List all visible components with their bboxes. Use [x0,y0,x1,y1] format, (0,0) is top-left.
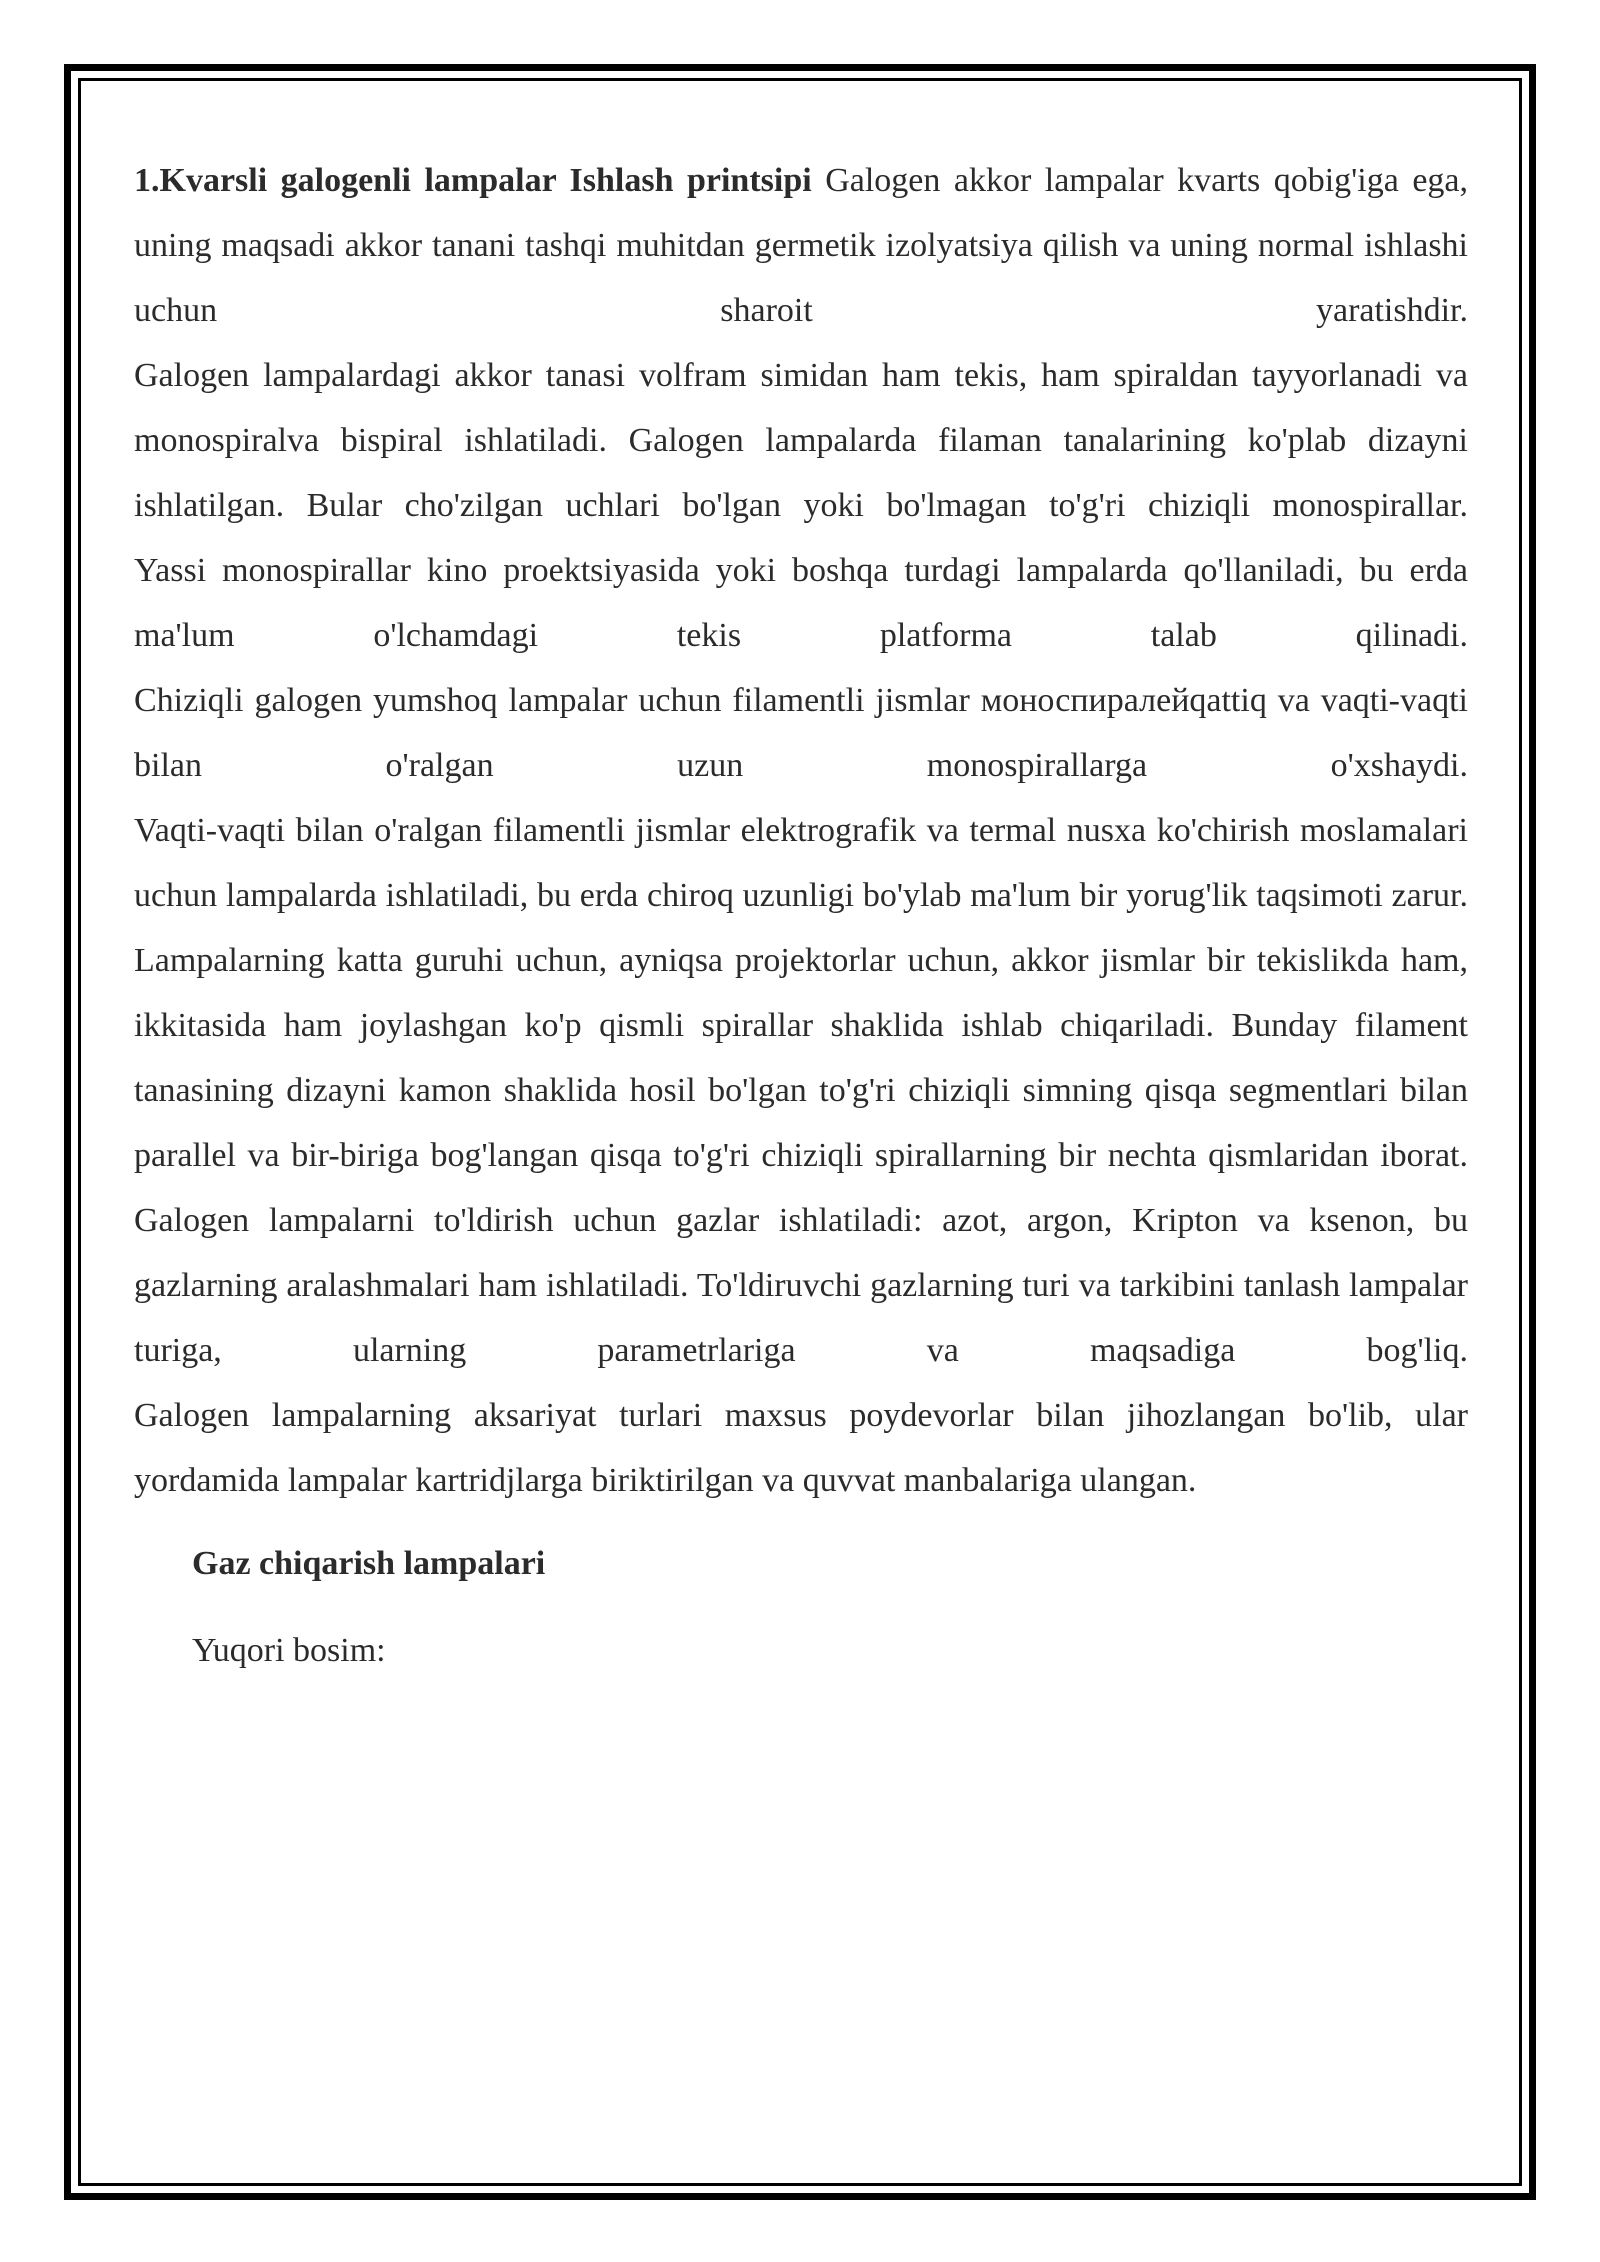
paragraph-1-text: Galogen akkor lampalar kvarts qobig'iga ega, uning maqsadi akkor tanani tashqi muhitdan germetik izolyatsiya qilish va uning normal ishlashi uchun sharoit yaratishdir. [134,162,1468,329]
section-subheading: Yuqori bosim: [192,1632,386,1669]
document-body [134,148,1468,1683]
paragraph-2: Galogen lampalardagi akkor tanasi volfram simidan ham tekis, ham spiraldan tayyorlanadi va monospiralva bispiral ishlatiladi. Galogen lampalarda filaman tanalarining ko'plab dizayni ishlatilgan. Bular cho'zilgan uchlari bo'lgan yoki bo'lmagan to'g'ri chiziqli monospirallar. [134,357,1468,524]
paragraph-7: Galogen lampalarni to'ldirish uchun gazlar ishlatiladi: azot, argon, Kripton va ksenon, bu gazlarning aralashmalari ham ishlatiladi. To'ldiruvchi gazlarning turi va tarkibini tanlash lampalar turiga, ularning parametrlariga va maqsadiga bog'liq. [134,1202,1468,1369]
paragraph-1 [134,148,1468,343]
paragraph-6: Lampalarning katta guruhi uchun, ayniqsa projektorlar uchun, akkor jismlar bir tekislikda ham, ikkitasida ham joylashgan ko'p qismli spirallar shaklida ishlab chiqariladi. Bunday filament tanasining dizayni kamon shaklida hosil bo'lgan to'g'ri chiziqli simning qisqa segmentlari bilan parallel va bir-biriga bog'langan qisqa to'g'ri chiziqli spirallarning bir nechta qismlaridan iborat. [134,942,1468,1174]
intro-title: 1.Kvarsli galogenli lampalar Ishlash printsipi [134,162,812,199]
paragraph-8: Galogen lampalarning aksariyat turlari maxsus poydevorlar bilan jihozlangan bo'lib, ular yordamida lampalar kartridjlarga biriktirilgan va quvvat manbalariga ulangan. [134,1397,1468,1499]
section-heading: Gaz chiqarish lampalari [192,1545,546,1582]
paragraph-3: Yassi monospirallar kino proektsiyasida yoki boshqa turdagi lampalarda qo'llaniladi, bu erda ma'lum o'lchamdagi tekis platforma talab qilinadi. [134,552,1468,654]
paragraph-5: Vaqti-vaqti bilan o'ralgan filamentli jismlar elektrografik va termal nusxa ko'chirish moslamalari uchun lampalarda ishlatiladi, bu erda chiroq uzunligi bo'ylab ma'lum bir yorug'lik taqsimoti zarur. [134,812,1468,914]
paragraph-4: Chiziqli galogen yumshoq lampalar uchun filamentli jismlar моноспиралейqattiq va vaqti-vaqti bilan o'ralgan uzun monospirallarga o'xshaydi. [134,682,1468,784]
